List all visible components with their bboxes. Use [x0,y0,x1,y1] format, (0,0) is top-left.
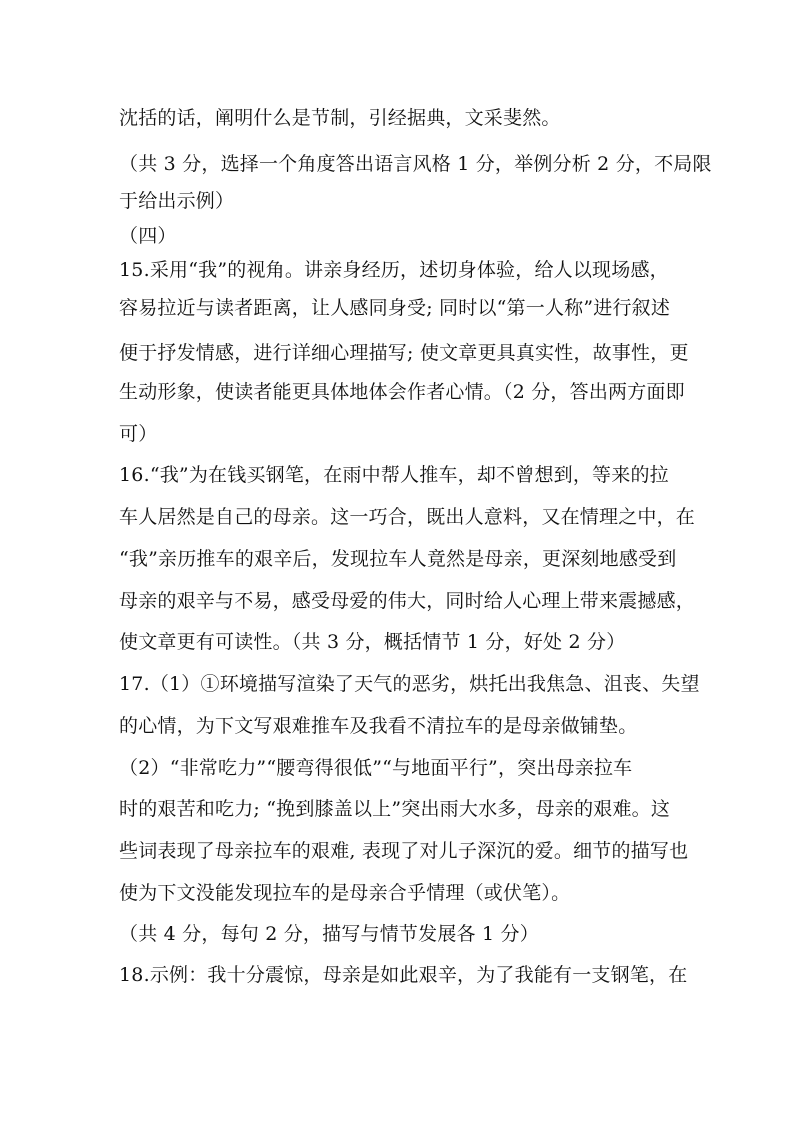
text-line: 可） [119,423,158,445]
text-line: 时的艰苦和吃力; “挽到膝盖以上”突出雨大水多，母亲的艰难。这 [119,798,671,820]
text-line: 18.示例：我十分震惊，母亲是如此艰辛，为了我能有一支钢笔，在 [119,964,688,986]
text-line: 车人居然是自己的母亲。这一巧合，既出人意料，又在情理之中，在 [119,506,696,528]
text-line: （共 3 分，选择一个角度答出语言风格 1 分，举例分析 2 分，不局限 [119,153,712,175]
section-heading: （四） [119,225,177,247]
text-line: 容易拉近与读者距离，让人感同身受; 同时以“第一人称”进行叙述 [119,297,671,319]
text-line: 母亲的艰辛与不易，感受母爱的伟大，同时给人心理上带来震撼感， [119,590,696,612]
text-line: 使文章更有可读性。（共 3 分，概括情节 1 分，好处 2 分） [119,631,626,653]
text-line: 于给出示例） [119,190,235,212]
text-line: 生动形象，使读者能更具体地体会作者心情。（2 分，答出两方面即 [119,381,685,403]
text-line: 的心情，为下文写艰难推车及我看不清拉车的是母亲做铺垫。 [119,715,638,737]
text-line: 16.“我”为在钱买钢笔，在雨中帮人推车，却不曾想到，等来的拉 [119,464,669,486]
text-line: （共 4 分，每句 2 分，描写与情节发展各 1 分） [119,923,539,945]
text-line: 使为下文没能发现拉车的是母亲合乎情理（或伏笔）。 [119,882,571,904]
text-line: 15.采用“我”的视角。讲亲身经历，述切身体验，给人以现场感， [119,259,669,281]
text-line: 17.（1）①环境描写渲染了天气的恶劣，烘托出我焦急、沮丧、失望 [119,673,700,695]
text-line: （2）“非常吃力”“腰弯得很低”“与地面平行”，突出母亲拉车 [119,757,633,779]
text-line: 沈括的话，阐明什么是节制，引经据典，文采斐然。 [119,107,561,129]
text-line: 些词表现了母亲拉车的艰难, 表现了对儿子深沉的爱。细节的描写也 [119,840,689,862]
text-line: “我”亲历推车的艰辛后，发现拉车人竟然是母亲，更深刻地感受到 [119,548,677,570]
text-line: 便于抒发情感，进行详细心理描写; 使文章更具真实性，故事性，更 [119,342,689,364]
